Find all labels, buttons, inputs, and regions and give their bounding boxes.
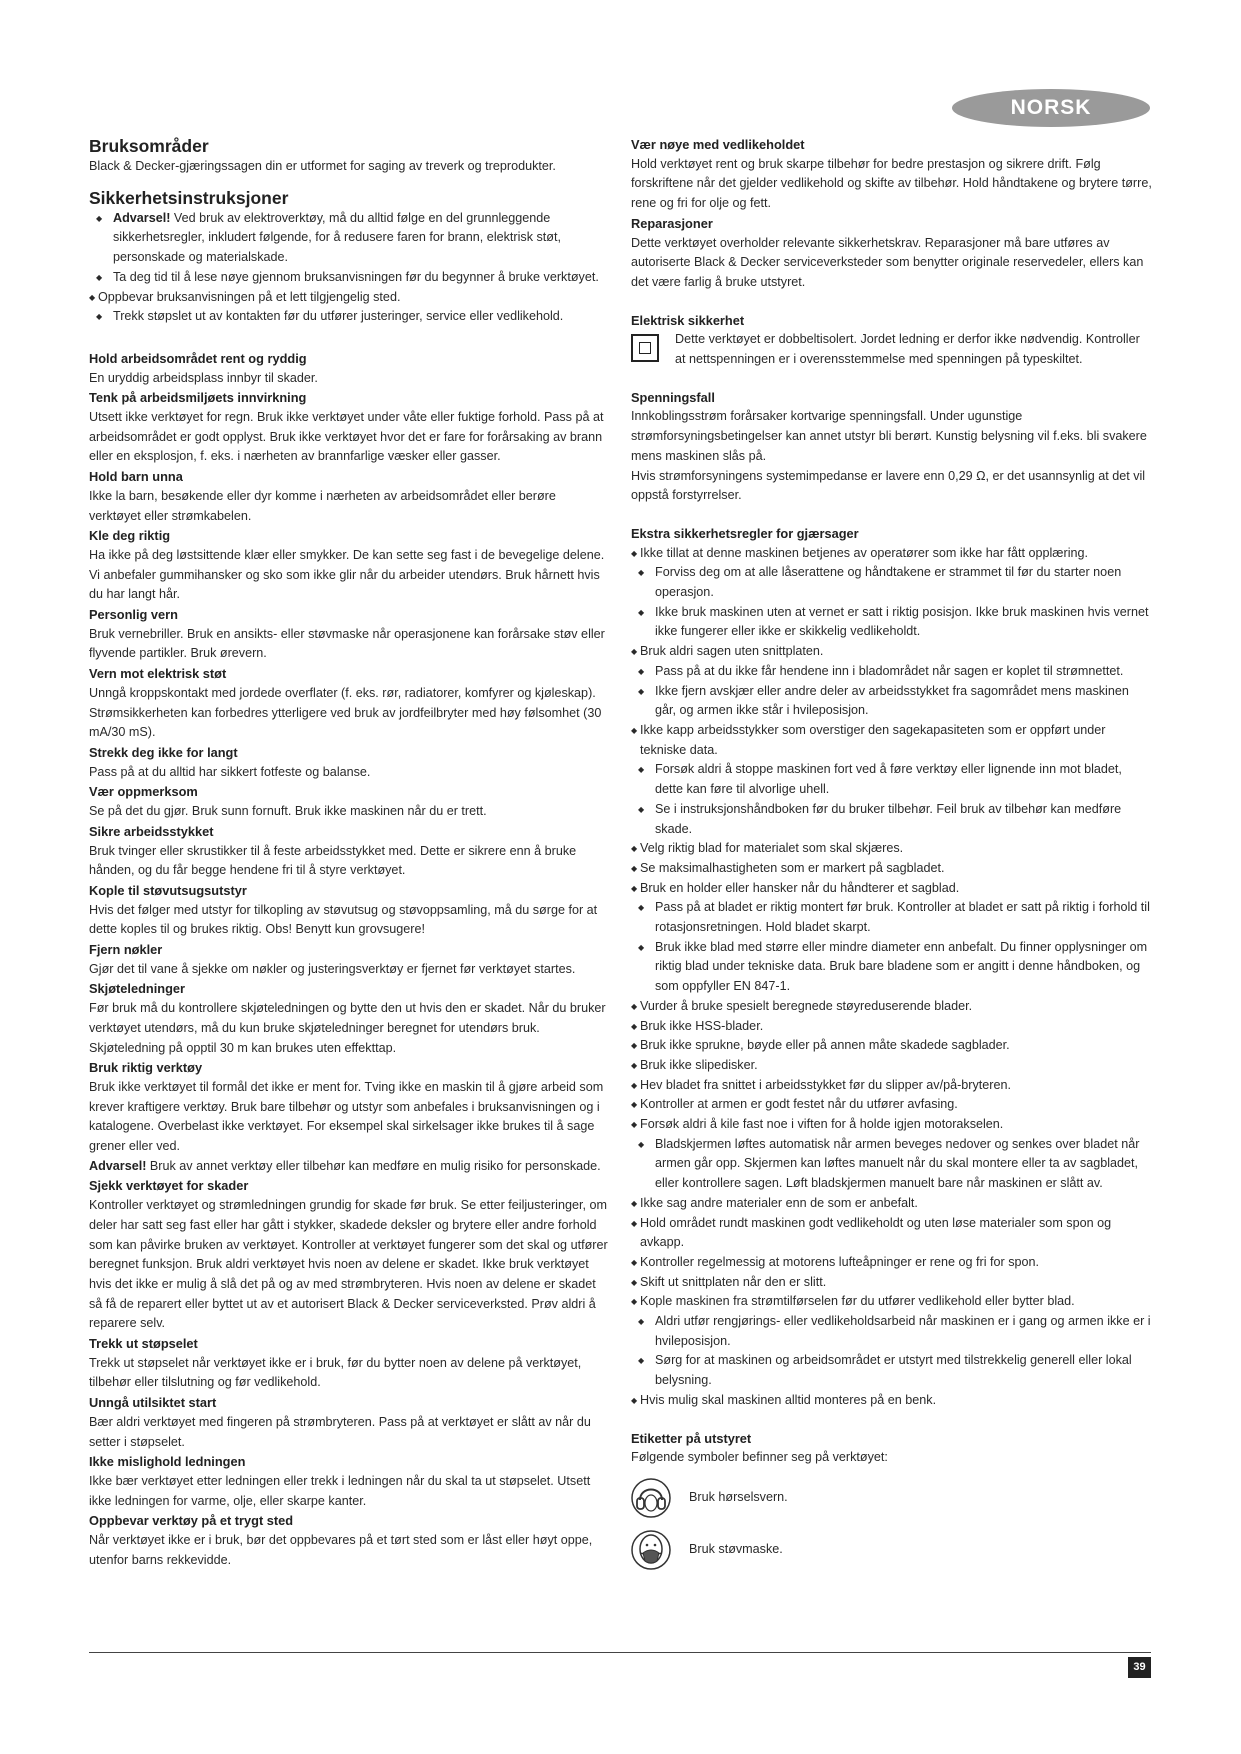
repairs-text: Dette verktøyet overholder relevante sikkerhetskrav. Reparasjoner må bare utføres av autoriserte Black & Decker serviceverksteder som benytter originale reservedeler, ellers kan det være farlig å bruke utstyret. [631,235,1144,289]
mitre-bullet: ◆ Bruk ikke HSS-blader. [631,1017,1153,1037]
section-text: Utsett ikke verktøyet for regn. Bruk ikke verktøyet under våte eller fuktige forhold. Pass på at arbeidsområdet er godt opplyst. Bruk ikke verktøyet hvor det er fare for forårsaking av brann eller en eksplosjon, f. eks. i nærheten av brannfarlige væsker eller gasser. [89,410,604,464]
section-heading: Hold barn unna [89,469,183,485]
mitre-bullet: ◆ Ikke fjern avskjær eller andre deler av arbeidsstykket fra sagområdet mens maskinen går, og armen ikke står i hvileposisjon. [631,682,1153,721]
section-heading: Kople til støvutsugsutstyr [89,882,247,898]
maintenance-heading: Vær nøye med vedlikeholdet [631,137,805,152]
mitre-bullet: ◆ Aldri utfør rengjørings- eller vedlikeholdsarbeid når maskinen er i gang og armen ikke er i hvileposisjon. [631,1312,1153,1351]
section-text: En uryddig arbeidsplass innbyr til skader. [89,370,318,385]
section-text: Ikke bær verktøyet etter ledningen eller trekk i ledningen når du skal ta ut støpselet. Utsett ikke ledningen for varme, olje, eller skarpe kanter. [89,1474,591,1508]
mitre-bullet: ◆ Pass på at bladet er riktig montert før bruk. Kontroller at bladet er satt på riktig i forhold til rotasjonsretningen. Hold bladet skarpt. [631,898,1153,937]
voltage-text-2: Hvis strømforsyningens systemimpedanse er lavere enn 0,29 Ω, er det usannsynlig at det vil oppstå forstyrrelser. [631,468,1146,503]
dust-mask-row [631,1528,1153,1572]
section-text: Ikke la barn, besøkende eller dyr komme i nærheten av arbeidsområdet eller berøre verktøyet eller strømkabelen. [89,488,556,523]
mitre-bullet: ◆ Skift ut snittplaten når den er slitt. [631,1273,1153,1293]
mitre-bullet: ◆ Kontroller regelmessig at motorens lufteåpninger er rene og fri for spon. [631,1253,1153,1273]
section-heading: Hold arbeidsområdet rent og ryddig [89,350,307,366]
section-text: Før bruk må du kontrollere skjøteledningen og bytte den ut hvis den er skadet. Når du bruker verktøyet utendørs, må du kun bruke skjøteledninger beregnet for utendørs bruk. Skjøteledning på opptil 30 m kan brukes uten effekttap. [89,1001,606,1055]
mitre-bullet: ◆ Vurder å bruke spesielt beregnede støyreduserende blader. [631,997,1153,1017]
section-text: Se på det du gjør. Bruk sunn fornuft. Bruk ikke maskinen når du er trett. [89,804,487,819]
mitre-bullet: ◆ Bruk en holder eller hansker når du håndterer et sagblad. [631,879,1153,899]
footer-rule [89,1652,1151,1653]
mitre-bullet: ◆ Pass på at du ikke får hendene inn i bladområdet når sagen er koplet til strømnettet. [631,662,1153,682]
maintenance-text: Hold verktøyet rent og bruk skarpe tilbehør for bedre prestasjon og sikrere drift. Følg forskriftene når det gjelder vedlikehold og skifte av tilbehør. Hold håndtakene og brytere tørre, rene og fri for olje og fett. [631,156,1152,211]
mitre-bullet: ◆ Bruk ikke slipedisker. [631,1056,1153,1076]
repairs-heading: Reparasjoner [631,215,713,231]
mitre-bullet: ◆ Se maksimalhastigheten som er markert på sagbladet. [631,859,1153,879]
safety-bullet: ◆ Oppbevar bruksanvisningen på et lett tilgjengelig sted. [89,288,611,308]
ear-protection-label: Bruk hørselsvern. [689,1490,788,1505]
mitre-bullet: ◆ Bladskjermen løftes automatisk når armen beveges nedover og senkes over bladet når armen går opp. Skjermen kan løftes manuelt når du skal montere eller ta av sagbladet, eller kontrollere sagen. Løft bladskjermen manuelt bare når maskinen er slått av. [631,1135,1153,1194]
section-heading: Trekk ut støpselet [89,1336,198,1352]
section-heading: Fjern nøkler [89,942,163,958]
section-text: Kontroller verktøyet og strømledningen grundig for skade før bruk. Se etter feiljusteringer, om deler har satt seg fast eller har gått i stykker, skadede deksler og brytere eller andre forhold som kan påvirke bruken av verktøyet. Kontroller at verktøyet fungerer som det skal og utfører beregnet funksjon. Bruk aldri verktøyet hvis noen av delene er skadet. Ikke bruk verktøyet hvis det ikke er mulig å slå det på og av med strømbryteren. Hvis noen av delene er skadet så få de reparert eller byttet ut av et autorisert Black & Decker serviceverksted. Prøv aldri å reparere selv. [89,1198,608,1331]
safety-warning-text: Ved bruk av elektroverktøy, må du alltid følge en del grunnleggende sikkerhetsregler, inkludert følgende, for å redusere faren for brann, elektrisk støt, personskade og materialskade. [113,210,561,265]
safety-bullet: ◆ Ta deg tid til å lese nøye gjennom bruksanvisningen før du begynner å bruke verktøyet. [89,268,611,288]
warning-paragraph [89,1157,611,1177]
section-text: Når verktøyet ikke er i bruk, bør det oppbevares på et tørt sted som er låst eller høyt oppe, utenfor barns rekkevidde. [89,1533,593,1567]
page-number: 39 [1128,1657,1151,1678]
mitre-bullet: ◆ Hev bladet fra snittet i arbeidsstykket før du slipper av/på-bryteren. [631,1076,1153,1096]
section-heading: Kle deg riktig [89,528,171,544]
mitre-bullet: ◆ Velg riktig blad for materialet som skal skjæres. [631,839,1153,859]
section-text: Gjør det til vane å sjekke om nøkler og justeringsverktøy er fjernet før verktøyet startes. [89,961,576,976]
double-insulation-icon [631,334,659,362]
ear-protection-row [631,1476,1153,1520]
mitre-bullet: ◆ Hvis mulig skal maskinen alltid monteres på en benk. [631,1391,1153,1411]
mitre-bullet: ◆ Hold området rundt maskinen godt vedlikeholdt og uten løse materialer som spon og avkapp. [631,1214,1153,1253]
section-text: Hvis det følger med utstyr for tilkopling av støvutsug og støvoppsamling, må du sørge for at dette koples til og brukes riktig. Obs! Benytt kun grovsugere! [89,902,598,937]
mitre-bullet: ◆ Forsøk aldri å stoppe maskinen fort ved å føre verktøy eller lignende inn mot bladet, dette kan føre til alvorlige uhell. [631,760,1153,799]
section-text: Pass på at du alltid har sikkert fotfeste og balanse. [89,764,371,779]
intro-text: Black & Decker-gjæringssagen din er utformet for saging av treverk og treprodukter. [89,159,556,173]
section-heading: Sikre arbeidsstykket [89,823,214,839]
section-text: Trekk ut støpselet når verktøyet ikke er i bruk, før du bytter noen av delene på verktøyet, tilbehør eller tilslutning og før vedlikehold. [89,1355,582,1390]
mitre-bullet: ◆ Kontroller at armen er godt festet når du utfører avfasing. [631,1095,1153,1115]
intro-title: Bruksområder [89,136,209,156]
voltage-text: Innkoblingsstrøm forårsaker kortvarige spenningsfall. Under ugunstige strømforsyningsbetingelser kan annet utstyr bli berørt. Kunstig belysning vil f.eks. bli svakere mens maskinen slås på. [631,409,1147,463]
section-text: Bruk vernebriller. Bruk en ansikts- eller støvmaske når operasjonene kan forårsake støv eller flyvende partikler. Bruk ørevern. [89,626,605,661]
section-heading: Bruk riktig verktøy [89,1060,203,1076]
mitre-bullet: ◆ Ikke sag andre materialer enn de som er anbefalt. [631,1194,1153,1214]
right-column [631,135,1153,1572]
voltage-heading: Spenningsfall [631,389,715,405]
dust-mask-label: Bruk støvmaske. [689,1542,783,1557]
electrical-text: Dette verktøyet er dobbeltisolert. Jordet ledning er derfor ikke nødvendig. Kontroller at nettspenningen er i overensstemmelse med spenningen på typeskiltet. [675,332,1140,367]
safety-bullet: ◆ Trekk støpslet ut av kontakten før du utfører justeringer, service eller vedlikehold. [89,307,611,327]
section-heading: Skjøteledninger [89,981,185,997]
safety-warning-label: Advarsel! [113,210,171,225]
mitre-bullet: ◆ Forviss deg om at alle låserattene og håndtakene er strammet til før du starter noen operasjon. [631,563,1153,602]
safety-warning [89,209,611,268]
section-text: Bruk tvinger eller skrustikker til å feste arbeidsstykket med. Dette er sikrere enn å bruke hånden, og du får begge hendene fri til å styre verktøyet. [89,843,577,878]
mitre-bullet: ◆ Bruk ikke blad med større eller mindre diameter enn anbefalt. Du finner opplysninger om riktig blad under tekniske data. Bruk bare bladene som er angitt i denne håndboken, og som oppfyller EN 847-1. [631,938,1153,997]
mitre-bullet: ◆ Kople maskinen fra strømtilførselen før du utfører vedlikehold eller bytter blad. [631,1292,1153,1312]
mitre-bullet: ◆ Se i instruksjonshåndboken før du bruker tilbehør. Feil bruk av tilbehør kan medføre skade. [631,800,1153,839]
section-text: Bruk ikke verktøyet til formål det ikke er ment for. Tving ikke en maskin til å gjøre arbeid som krever kraftigere verktøy. Bruk bare tilbehør og utstyr som anbefales i bruksanvisningen og i katalogene. Overbelast ikke verktøyet. For eksempel skal sirkelsager ikke brukes til å sage grener eller ved. [89,1079,604,1154]
left-column [89,135,611,1571]
mitre-bullet: ◆ Bruk aldri sagen uten snittplaten. [631,642,1153,662]
section-heading: Vær oppmerksom [89,784,198,800]
dust-mask-icon [631,1528,671,1572]
section-heading: Sjekk verktøyet for skader [89,1178,249,1194]
mitre-heading: Ekstra sikkerhetsregler for gjærsager [631,525,859,541]
section-heading: Strekk deg ikke for langt [89,744,238,760]
section-text: Unngå kroppskontakt med jordede overflater (f. eks. rør, radiatorer, komfyrer og kjøleskap). Strømsikkerheten kan forbedres ytterligere ved bruk av jordfeilbryter med høy følsomhet (30 mA/30 mS). [89,685,602,740]
labels-heading: Etiketter på utstyret [631,1430,752,1446]
mitre-bullet: ◆ Bruk ikke sprukne, bøyde eller på annen måte skadede sagblader. [631,1036,1153,1056]
mitre-bullet: ◆ Sørg for at maskinen og arbeidsområdet er utstyrt med tilstrekkelig generell eller lokal belysning. [631,1351,1153,1390]
section-text: Ha ikke på deg løstsittende klær eller smykker. De kan sette seg fast i de bevegelige delene. Vi anbefaler gummihansker og sko som ikke glir når du arbeider utendørs. Bruk hårnett hvis du har langt hår. [89,547,605,602]
section-heading: Oppbevar verktøy på et trygt sted [89,1513,294,1529]
ear-protection-icon [631,1476,671,1520]
language-tab: NORSK [952,89,1150,127]
mitre-list [631,544,1153,1411]
mitre-bullet: ◆ Ikke tillat at denne maskinen betjenes av operatører som ikke har fått opplæring. [631,544,1153,564]
section-text: Bær aldri verktøyet med fingeren på strømbryteren. Pass på at verktøyet er slått av når du setter i støpselet. [89,1414,591,1449]
section-heading: Tenk på arbeidsmiljøets innvirkning [89,390,307,406]
safety-title: Sikkerhetsinstruksjoner [89,187,289,208]
section-heading: Unngå utilsiktet start [89,1395,217,1411]
mitre-bullet: ◆ Ikke bruk maskinen uten at vernet er satt i riktig posisjon. Ikke bruk maskinen hvis vernet ikke fungerer eller ikke er skikkelig vedlikeholdt. [631,603,1153,642]
warning-label: Advarsel! [89,1158,147,1173]
safety-list [89,209,611,327]
mitre-bullet: ◆ Ikke kapp arbeidsstykker som overstiger den sagekapasiteten som er oppført under tekniske data. [631,721,1153,760]
electrical-heading: Elektrisk sikkerhet [631,312,745,328]
section-heading: Ikke mislighold ledningen [89,1454,246,1470]
section-heading: Personlig vern [89,607,178,623]
labels-text: Følgende symboler befinner seg på verktøyet: [631,1450,888,1465]
section-heading: Vern mot elektrisk støt [89,666,227,682]
electrical-block [631,330,1153,369]
warning-text: Bruk av annet verktøy eller tilbehør kan medføre en mulig risiko for personskade. [149,1158,601,1173]
mitre-bullet: ◆ Forsøk aldri å kile fast noe i viften for å holde igjen motorakselen. [631,1115,1153,1135]
